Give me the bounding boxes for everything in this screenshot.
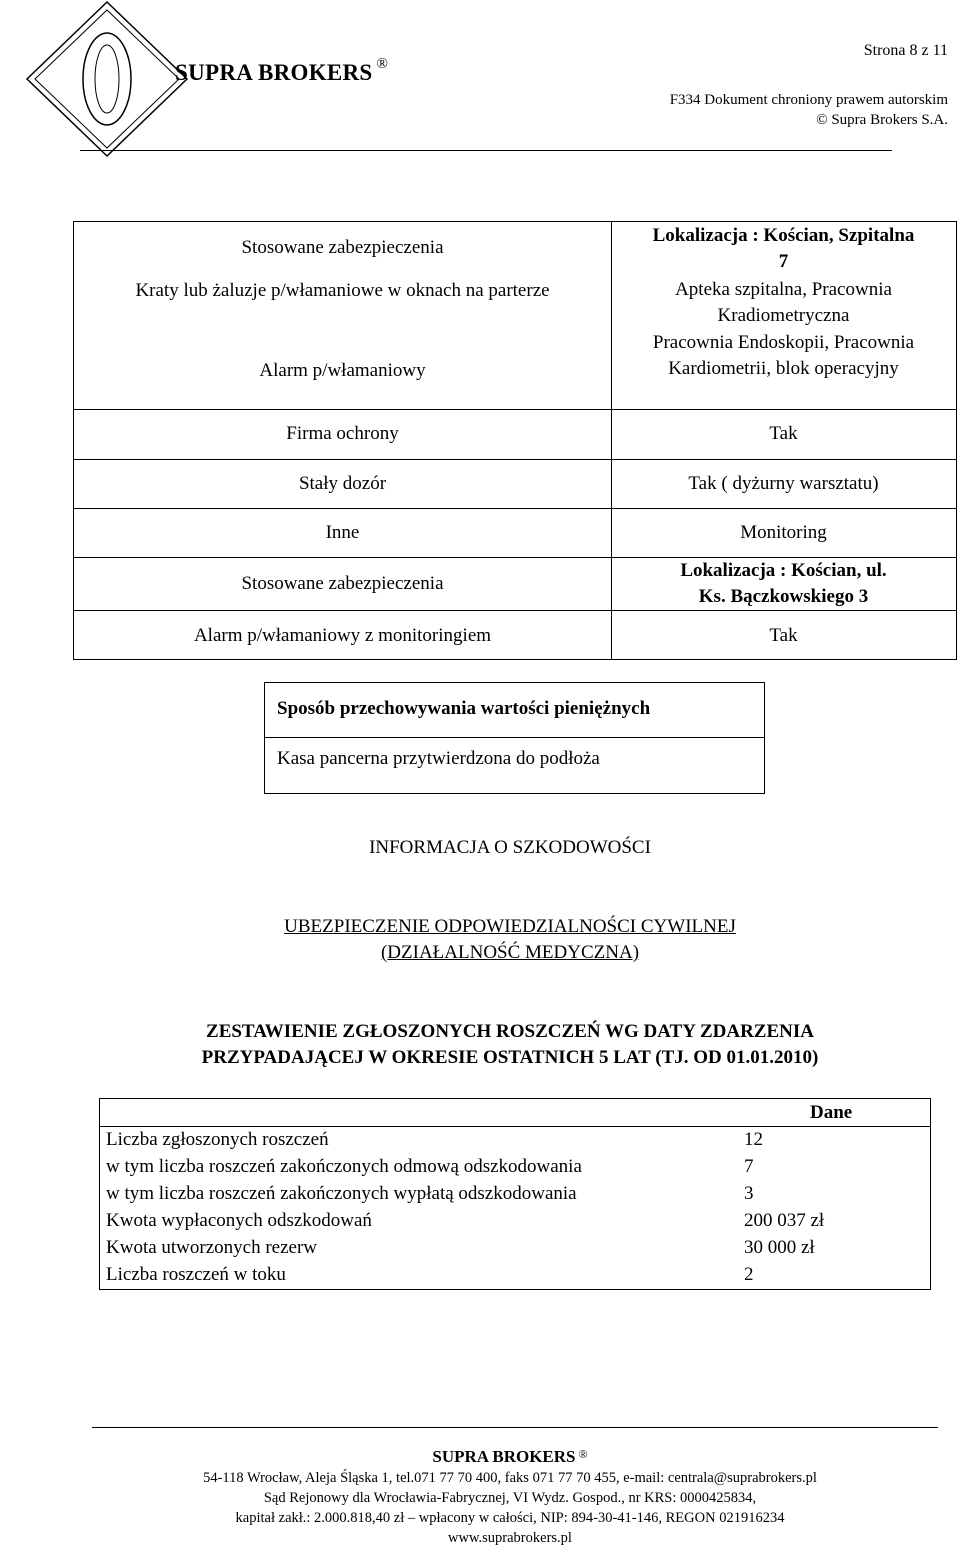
claims-row-value: 3 xyxy=(744,1183,754,1204)
security-bars: Kraty lub żaluzje p/włamaniowe w oknach na parterze xyxy=(135,280,550,301)
footer-capital: kapitał zakł.: 2.000.818,40 zł – wpłacony w całości, NIP: 894-30-41-146, REGON 021916234 xyxy=(235,1510,785,1526)
location-1-guard-value: Tak xyxy=(769,423,798,444)
location-heading-2: Lokalizacja : Kościan, ul. Ks. Bączkowskiego 3 xyxy=(680,560,887,607)
money-storage-divider xyxy=(265,737,764,738)
header-divider xyxy=(80,150,892,151)
security-guard-company: Firma ochrony xyxy=(286,423,399,444)
footer-address: 54-118 Wrocław, Aleja Śląska 1, tel.071 77 70 400, faks 071 77 70 455, e-mail: centrala@suprabrokers.pl xyxy=(203,1470,817,1486)
claims-row-value: 30 000 zł xyxy=(744,1237,815,1258)
row-divider xyxy=(74,409,956,410)
row-divider xyxy=(74,508,956,509)
row-divider xyxy=(74,610,956,611)
security-supervision: Stały dozór xyxy=(298,473,387,494)
claims-info-title: INFORMACJA O SZKODOWOŚCI xyxy=(369,837,651,858)
claims-row-value: 2 xyxy=(744,1264,754,1285)
claims-row-label: Kwota utworzonych rezerw xyxy=(106,1237,318,1258)
claims-row-value: 7 xyxy=(744,1156,754,1177)
company-logo-icon xyxy=(22,0,192,158)
insurance-title-2: (DZIAŁALNOŚĆ MEDYCZNA) xyxy=(380,942,640,963)
location-1-supervision-value: Tak ( dyżurny warsztatu) xyxy=(688,473,879,494)
claims-header-divider xyxy=(100,1126,930,1127)
security-heading-1: Stosowane zabezpieczenia xyxy=(241,237,444,258)
money-storage-box xyxy=(264,682,765,794)
claims-row-label: Liczba roszczeń w toku xyxy=(106,1264,286,1285)
footer-website[interactable]: www.suprabrokers.pl xyxy=(448,1530,572,1546)
claims-row-value: 12 xyxy=(744,1129,763,1150)
insurance-title-1: UBEZPIECZENIE ODPOWIEDZIALNOŚCI CYWILNEJ xyxy=(284,916,736,937)
money-storage-value: Kasa pancerna przytwierdzona do podłoża xyxy=(277,748,600,769)
page-number: Strona 8 z 11 xyxy=(863,42,948,59)
security-alarm-monitoring: Alarm p/włamaniowy z monitoringiem xyxy=(193,625,492,646)
claims-row-label: w tym liczba roszczeń zakończonych wypłatą odszkodowania xyxy=(106,1183,577,1204)
money-storage-title: Sposób przechowywania wartości pieniężnych xyxy=(277,698,651,719)
location-1-departments: Apteka szpitalna, Pracownia Kradiometryczna xyxy=(675,279,892,326)
security-table xyxy=(73,221,957,660)
row-divider xyxy=(74,459,956,460)
security-heading-2: Stosowane zabezpieczenia xyxy=(241,573,444,594)
location-heading-1: Lokalizacja : Kościan, Szpitalna 7 xyxy=(652,225,915,272)
location-1-other-value: Monitoring xyxy=(740,522,827,543)
summary-title-1: ZESTAWIENIE ZGŁOSZONYCH ROSZCZEŃ WG DATY ZDARZENIA xyxy=(206,1021,814,1042)
claims-row-label: Kwota wypłaconych odszkodowań xyxy=(106,1210,372,1231)
footer-brand: SUPRA BROKERS ® xyxy=(432,1447,588,1466)
claims-row-label: Liczba zgłoszonych roszczeń xyxy=(106,1129,329,1150)
location-1-rooms: Pracownia Endoskopii, Pracownia Kardiometrii, blok operacyjny xyxy=(652,332,915,379)
summary-title-2: PRZYPADAJĄCEJ W OKRESIE OSTATNICH 5 LAT (TJ. OD 01.01.2010) xyxy=(201,1047,819,1068)
footer-divider xyxy=(92,1427,938,1428)
claims-header: Dane xyxy=(810,1102,853,1123)
brand-name: SUPRA BROKERS ® xyxy=(175,56,389,85)
footer-court: Sąd Rejonowy dla Wrocławia-Fabrycznej, VI Wydz. Gospod., nr KRS: 0000425834, xyxy=(263,1490,757,1506)
security-other: Inne xyxy=(325,522,360,543)
location-2-alarm-value: Tak xyxy=(769,625,798,646)
claims-row-label: w tym liczba roszczeń zakończonych odmową odszkodowania xyxy=(106,1156,582,1177)
copyright-notice: F334 Dokument chroniony prawem autorskim xyxy=(669,92,948,108)
claims-table xyxy=(99,1098,931,1290)
security-alarm: Alarm p/włamaniowy xyxy=(259,360,426,381)
copyright-owner: © Supra Brokers S.A. xyxy=(816,112,948,128)
claims-row-value: 200 037 zł xyxy=(744,1210,825,1231)
